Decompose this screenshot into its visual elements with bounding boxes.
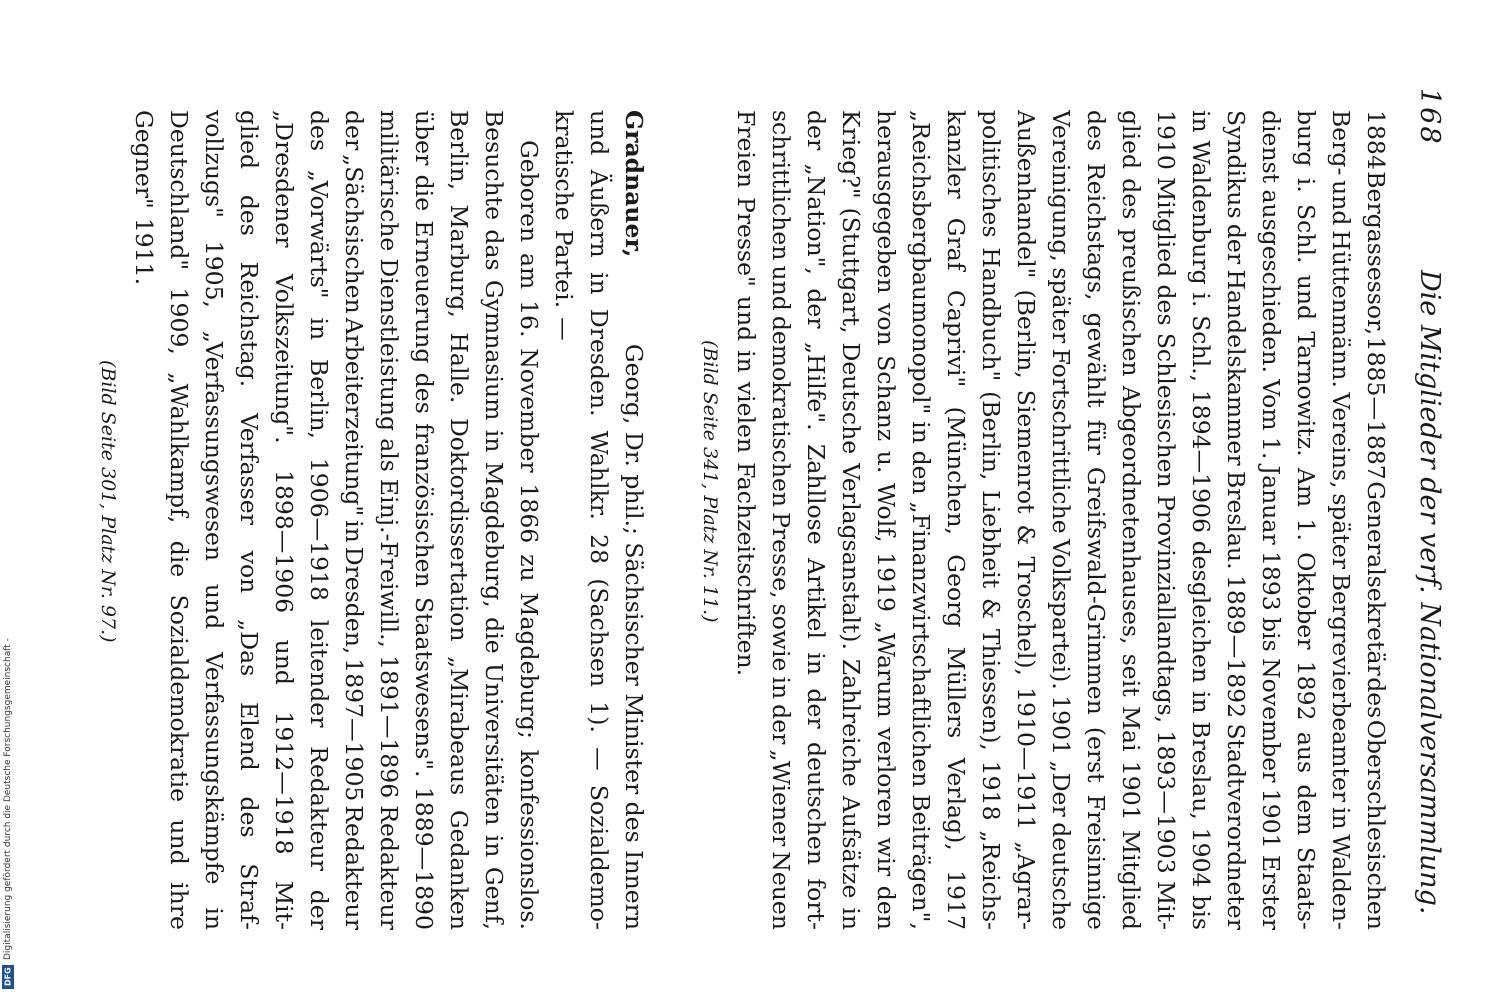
digitization-note: Digitalisierung gefördert durch die Deutsche Forschungsgemeinschaft - xyxy=(3,638,13,960)
text-line: 1910 Mitglied des Schlesischen Provinziallandtags, 1893—1903 Mit- xyxy=(1152,110,1180,930)
text-line: Deutschland" 1909, „Wahlkampf, die Sozialdemokratie und ihre xyxy=(165,110,193,930)
image-caption: (Bild Seite 341, Platz Nr. 11.) xyxy=(699,340,721,623)
text-line: 1884 Bergassessor, 1885—1887 Generalsekretär des Oberschlesischen xyxy=(1362,110,1390,930)
text-line: des „Vorwärts" in Berlin, 1906—1918 leitender Redakteur der xyxy=(305,110,333,930)
running-title: Die Mitglieder der verf. Nationalversammlung. xyxy=(1414,270,1445,915)
text-line: Krieg?" (Stuttgart, Deutsche Verlagsanstalt). Zahlreiche Aufsätze in xyxy=(837,110,865,930)
text-line: der „Nation", der „Hilfe". Zahllose Artikel in der deutschen fort- xyxy=(802,110,830,930)
text-line: glied des preußischen Abgeordnetenhauses, seit Mai 1901 Mitglied xyxy=(1117,110,1145,930)
dfg-logo: DFG xyxy=(2,965,14,989)
text-line: kanzler Graf Caprivi" (München, Georg Müllers Verlag), 1917 xyxy=(942,110,970,930)
text-line: der „Sächsischen Arbeiterzeitung" in Dresden, 1897—1905 Redakteur xyxy=(340,110,368,930)
text-line: kratische Partei. — xyxy=(550,110,578,341)
text-line: und Äußern in Dresden. Wahlkr. 28 (Sachsen 1). — Sozialdemo- xyxy=(585,110,613,930)
text-line: Freien Presse" und in vielen Fachzeitschriften. xyxy=(732,110,760,677)
text-line: burg i. Schl. und Tarnowitz. Am 1. Oktober 1892 aus dem Staats- xyxy=(1292,110,1320,930)
text-line: schrittlichen und demokratischen Presse, sowie in der „Wiener Neuen xyxy=(767,110,795,930)
entry-name: Gradnauer, xyxy=(620,110,648,258)
text-line: Berlin, Marburg, Halle. Doktordissertation „Mirabeaus Gedanken xyxy=(445,110,473,930)
image-caption: (Bild Seite 301, Platz Nr. 97.) xyxy=(97,360,119,643)
entry-heading xyxy=(616,110,651,930)
text-line: politisches Handbuch" (Berlin, Liebheit & Thiessen), 1918 „Reichs- xyxy=(977,110,1005,930)
text-line: „Dresdener Volkszeitung". 1898—1906 und 1912—1918 Mit- xyxy=(270,110,298,930)
entry-heading-rest: Georg, Dr. phil.; Sächsischer Minister des Innern xyxy=(620,343,648,930)
text-line: Geboren am 16. November 1866 zu Magdeburg; konfessionslos. xyxy=(515,140,543,930)
text-line: Außenhandel" (Berlin, Siemenrot & Troschel), 1910—1911 „Agrar- xyxy=(1012,110,1040,930)
text-line: des Reichstags, gewählt für Greifswald-Grimmen (erst Freisinnige xyxy=(1082,110,1110,930)
text-line: glied des Reichstag. Verfasser von „Das Elend des Straf- xyxy=(235,110,263,930)
text-line: vollzugs" 1905, „Verfassungswesen und Verfassungskämpfe in xyxy=(200,110,228,930)
text-line: über die Erneuerung des französischen Staatswesens". 1889—1890 xyxy=(410,110,438,930)
text-line: „Reichsbergbaumonopol" in den „Finanzwirtschaftlichen Beiträgen", xyxy=(907,110,935,930)
text-line: herausgegeben von Schanz u. Wolf, 1919 „Warum verloren wir den xyxy=(872,110,900,930)
text-line: dienst ausgeschieden. Vom 1. Januar 1893 bis November 1901 Erster xyxy=(1257,110,1285,930)
text-line: Vereinigung, später Fortschrittliche Volkspartei). 1901 „Der deutsche xyxy=(1047,110,1075,930)
text-line: Syndikus der Handelskammer Breslau. 1889—1892 Stadtverordneter xyxy=(1222,110,1250,930)
text-line: Gegner" 1911. xyxy=(130,110,158,286)
page-number: 168 xyxy=(1414,88,1445,146)
text-line: militärische Dienstleistung als Einj.-Freiwill., 1891—1896 Redakteur xyxy=(375,110,403,930)
text-line: Besuchte das Gymnasium in Magdeburg, die Universitäten in Genf, xyxy=(480,110,508,930)
text-line: in Waldenburg i. Schl., 1894—1906 desgleichen in Breslau, 1904 bis xyxy=(1187,110,1215,930)
text-line: Berg- und Hüttenmänn. Vereins, später Bergrevierbeamter in Walden- xyxy=(1327,110,1355,930)
